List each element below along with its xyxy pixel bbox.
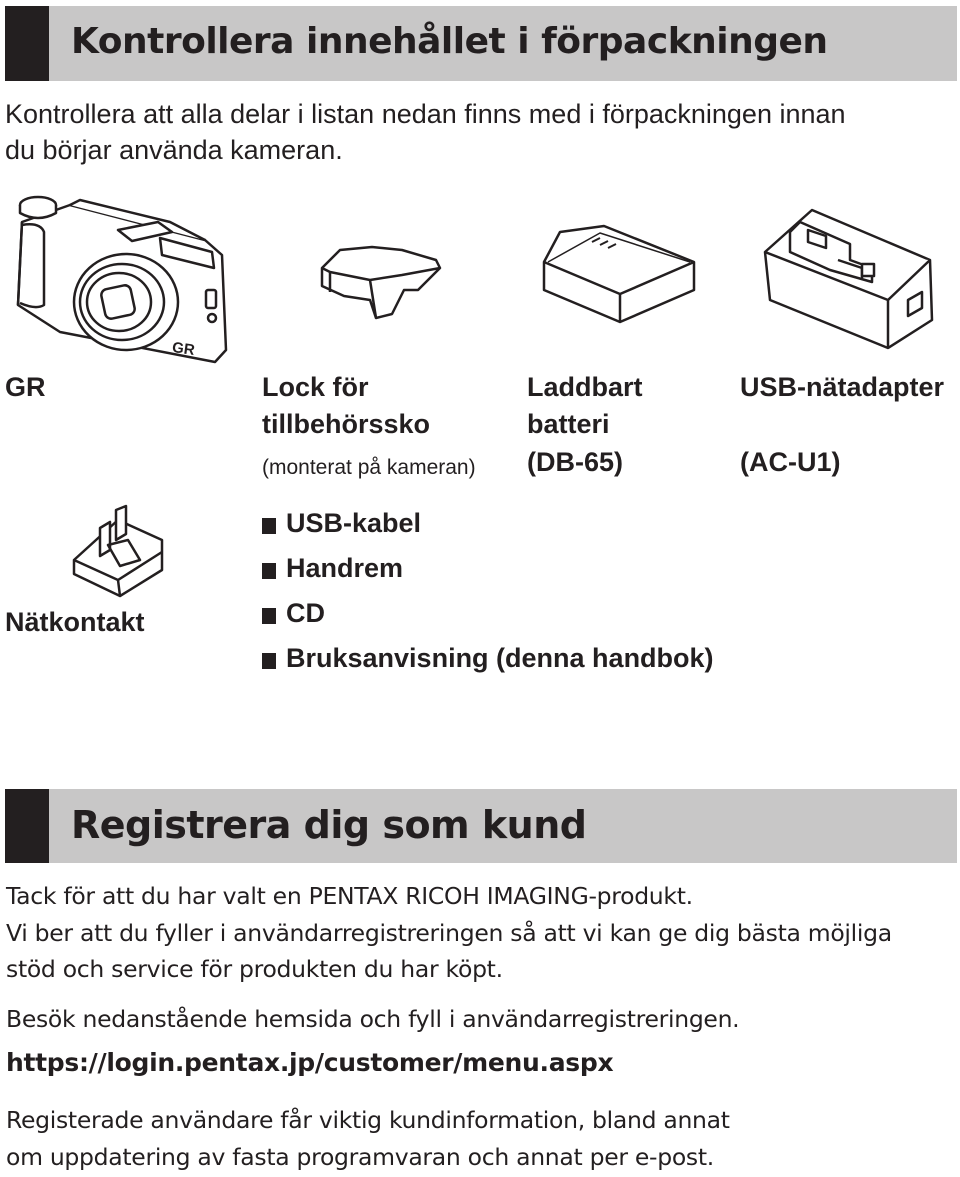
heading-title: Registrera dig som kund: [71, 803, 587, 847]
intro-text-line-2: du börjar använda kameran.: [5, 135, 343, 165]
list-item-label: Handrem: [286, 553, 404, 583]
list-item-label: Bruksanvisning (denna handbok): [286, 643, 714, 673]
label-hotshoe-note: (monterat på kameran): [262, 456, 476, 479]
bullet-square-icon: [262, 653, 276, 669]
label-battery-line-1: Laddbart: [527, 372, 643, 402]
list-item: [262, 598, 325, 629]
label-plug: Nätkontakt: [5, 607, 145, 637]
label-hotshoe-line-1: Lock för: [262, 372, 369, 402]
register-text-line-2: Vi ber att du fyller i användarregistreringen så att vi kan ge dig bästa möjliga: [6, 919, 892, 947]
intro-text-line-1: Kontrollera att alla delar i listan nedan finns med i förpackningen innan: [5, 99, 846, 129]
register-text-line-3: stöd och service för produkten du har köpt.: [6, 955, 503, 983]
label-camera: GR: [5, 372, 46, 402]
list-item: [262, 643, 714, 674]
list-item-label: CD: [286, 598, 325, 628]
bullet-square-icon: [262, 563, 276, 579]
section-heading-register: [5, 789, 957, 863]
register-info-line-1: Registerade användare får viktig kundinformation, bland annat: [6, 1106, 730, 1134]
registration-url-link[interactable]: https://login.pentax.jp/customer/menu.aspx: [6, 1048, 614, 1077]
heading-title: Kontrollera innehållet i förpackningen: [71, 21, 828, 62]
register-visit-text: Besök nedanstående hemsida och fyll i användarregistreringen.: [6, 1005, 740, 1033]
list-item-label: USB-kabel: [286, 508, 422, 538]
label-adapter-line-1: USB-nätadapter: [740, 372, 945, 402]
bullet-square-icon: [262, 518, 276, 534]
list-item: [262, 553, 403, 584]
bullet-square-icon: [262, 608, 276, 624]
label-battery-line-2: batteri: [527, 409, 610, 439]
label-hotshoe-line-2: tillbehörssko: [262, 409, 431, 439]
list-item: [262, 508, 421, 539]
register-text-line-1: Tack för att du har valt en PENTAX RICOH IMAGING-produkt.: [6, 882, 693, 910]
register-info-line-2: om uppdatering av fasta programvaran och annat per e-post.: [6, 1143, 714, 1171]
label-adapter-line-2: (AC-U1): [740, 447, 841, 477]
camera-logo: GR: [171, 338, 196, 359]
label-battery-line-3: (DB-65): [527, 447, 624, 477]
heading-marker: [5, 789, 49, 863]
